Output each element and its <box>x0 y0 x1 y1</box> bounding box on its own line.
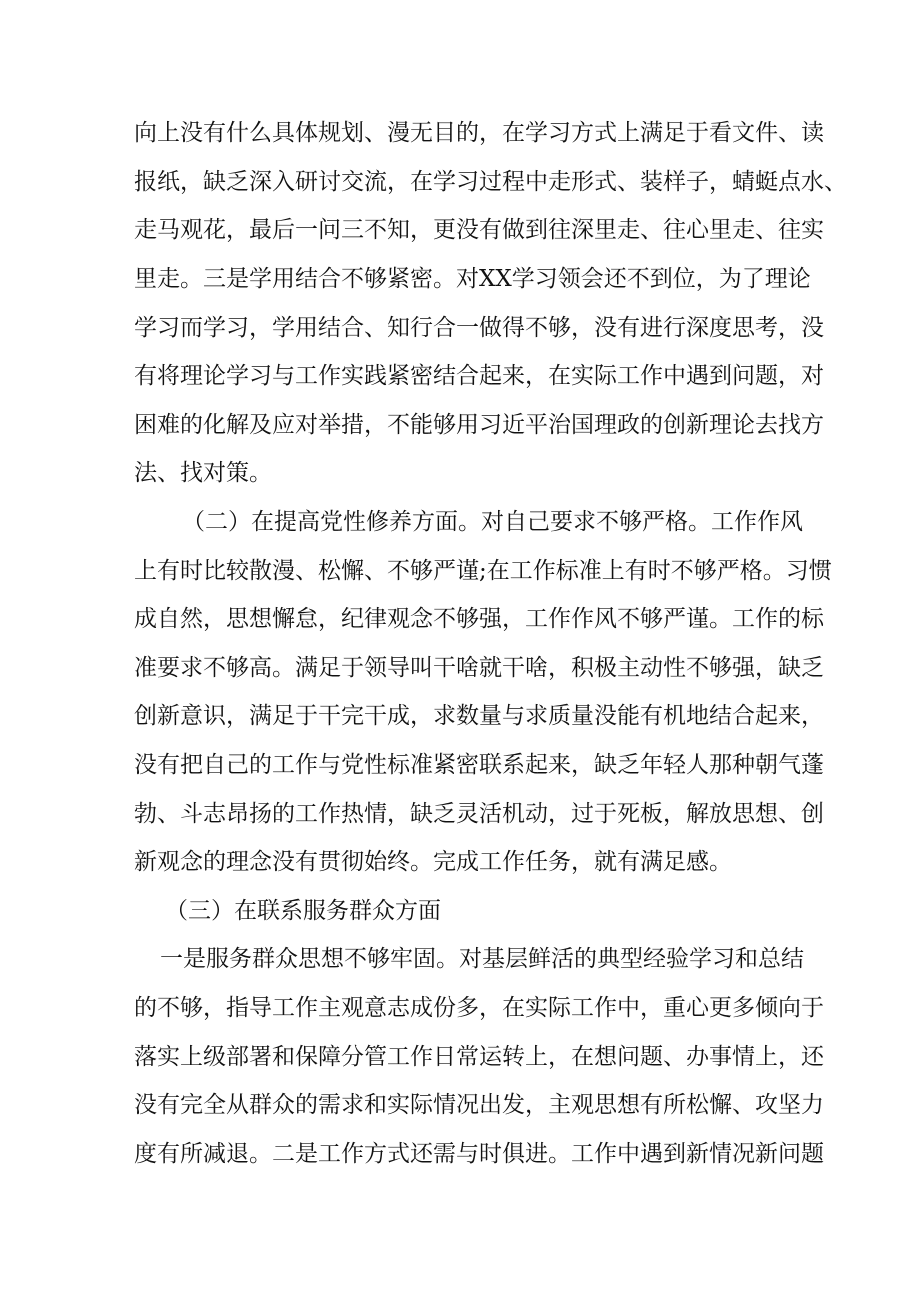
text-line: 法、找对策。 <box>134 460 272 486</box>
text-line: 向上没有什么具体规划、漫无目的，在学习方式上满足于看文件、读 <box>134 120 824 146</box>
text-line: 报纸，缺乏深入研讨交流，在学习过程中走形式、装样子，蜻蜓点水、 <box>134 169 847 195</box>
text-line: （二）在提高党性修养方面。对自己要求不够严格。工作作风 <box>182 509 803 535</box>
text-line: 勃、斗志昂扬的工作热情，缺乏灵活机动，过于死板，解放思想、创 <box>134 801 824 827</box>
text-line: 准要求不够高。满足于领导叫干啥就干啥，积极主动性不够强，缺乏 <box>134 655 824 681</box>
text-line: 新观念的理念没有贯彻始终。完成工作任务，就有满足感。 <box>134 849 732 875</box>
text-line: 度有所减退。二是工作方式还需与时俱进。工作中遇到新情况新问题 <box>134 1141 824 1167</box>
text-line: 困难的化解及应对举措，不能够用习近平治国理政的创新理论去找方 <box>134 412 824 438</box>
text-line: 走马观花，最后一问三不知，更没有做到往深里走、往心里走、往实 <box>134 217 824 243</box>
text-line: 没有完全从群众的需求和实际情况出发，主观思想有所松懈、攻坚力 <box>134 1092 824 1118</box>
section-heading: （三）在联系服务群众方面 <box>165 898 441 924</box>
text-line: 创新意识，满足于干完干成，求数量与求质量没能有机地结合起来， <box>134 703 824 729</box>
text-line: 落实上级部署和保障分管工作日常运转上，在想问题、办事情上，还 <box>134 1044 824 1070</box>
text-line: 一是服务群众思想不够牢固。对基层鲜活的典型经验学习和总结 <box>160 946 804 972</box>
text-line: 没有把自己的工作与党性标准紧密联系起来，缺乏年轻人那种朝气蓬 <box>134 752 824 778</box>
text-line: 的不够，指导工作主观意志成份多，在实际工作中，重心更多倾向于 <box>134 995 824 1021</box>
text-line: 成自然，思想懈怠，纪律观念不够强，工作作风不够严谨。工作的标 <box>134 606 824 632</box>
text-line: 学习而学习，学用结合、知行合一做得不够，没有进行深度思考，没 <box>134 315 824 341</box>
text-line: 有将理论学习与工作实践紧密结合起来，在实际工作中遇到问题，对 <box>134 363 824 389</box>
text-line: 里走。三是学用结合不够紧密。对XX学习领会还不到位，为了理论 <box>134 266 811 292</box>
text-line: 上有时比较散漫、松懈、不够严谨;在工作标准上有时不够严格。习惯 <box>134 558 832 584</box>
